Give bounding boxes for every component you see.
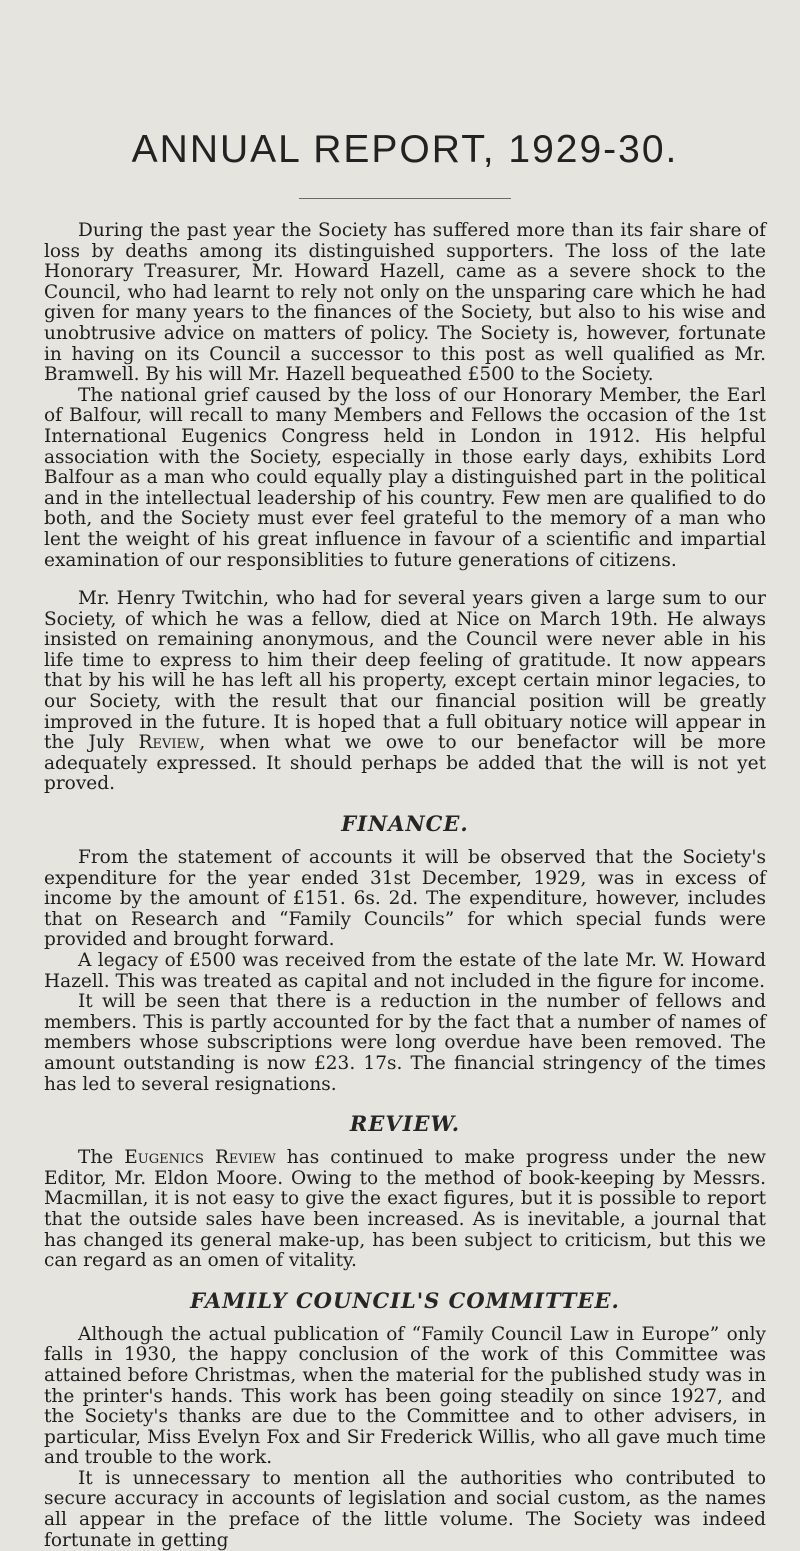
paragraph: The national grief caused by the loss of our Honorary Member, the Earl of Balfour, will recall to many Members and Fellows the occasion of the 1st International Eugenics Congress held in London in 1912. His helpful association with the Society, especially in those early days, exhibits Lord Balfour as a man who could equally play a distinguished part in the political and in the intellectual leadership of his country. Few men are qualified to do both, and the Society must ever feel grateful to the memory of a man who lent the weight of his great influence in favour of a scientific and impartial examination of our responsiblities to future generations of citizens. bbox=[44, 384, 766, 571]
paragraph: From the statement of accounts it will be observed that the Society's expenditure for the year ended 31st December, 1929, was in excess of income by the amount of £151. 6s. 2d. The expenditure, however, includes that on Research and “Family Councils” for which special funds were provided and brought forward. bbox=[44, 847, 766, 951]
section-heading-finance: FINANCE. bbox=[341, 811, 469, 837]
paragraph: Although the actual publication of “Family Council Law in Europe” only falls in 1930, the happy conclusion of the work of this Committee was attained before Christmas, when the material for the published study was in the printer's hands. This work has been going steadily on since 1927, and the Society's thanks are due to the Committee and to other advisers, in particular, Miss Evelyn Fox and Sir Frederick Willis, who all gave much time and trouble to the work. bbox=[44, 1323, 766, 1469]
text-run: Mr. Henry Twitchin, who had for several years given a large sum to our Society, of which he was a fellow, died at Nice on March 19th. He always insisted on remaining anonymous, and the Council were never able in his life time to express to him their deep feeling of gratitude. It now appears that by his will he has left all his property, except certain minor legacies, to our Society, with the result that our financial position will be greatly improved in the future. It is hoped that a full obituary notice will appear in the July bbox=[44, 588, 766, 754]
journal-name: Eugenics Review bbox=[124, 1147, 276, 1169]
page-title: ANNUAL REPORT, 1929-30. bbox=[131, 128, 679, 171]
text-run: , when what we owe to our benefactor will be more adequately expressed. It should perhaps be added that the will is not yet proved. bbox=[44, 732, 766, 795]
section-heading-review: REVIEW. bbox=[349, 1111, 461, 1137]
paragraph: It will be seen that there is a reduction in the number of fellows and members. This is partly accounted for by the fact that a number of names of members whose subscriptions were long overdue have been removed. The amount outstanding is now £23. 17s. The financial stringency of the times has led to several resignations. bbox=[44, 991, 766, 1095]
title-rule bbox=[299, 198, 511, 199]
text-run: has continued to make progress under the new Editor, Mr. Eldon Moore. Owing to the method of book-keeping by Messrs. Macmillan, it is not easy to give the exact figures, but it is possible to report that the outside sales have been increased. As is inevitable, a journal that has changed its general make-up, has been subject to criticism, but this we can regard as an omen of vitality. bbox=[44, 1147, 767, 1272]
paragraph bbox=[44, 1148, 766, 1272]
paragraph: It is unnecessary to mention all the authorities who contributed to secure accuracy in accounts of legislation and social custom, as the names all appear in the preface of the little volume. The Society was indeed fortunate in getting bbox=[44, 1467, 766, 1551]
text-run: The bbox=[78, 1147, 125, 1169]
section-heading-family-council: FAMILY COUNCIL'S COMMITTEE. bbox=[190, 1287, 620, 1313]
paragraph: A legacy of £500 was received from the estate of the late Mr. W. Howard Hazell. This was treated as capital and not included in the figure for income. bbox=[44, 950, 766, 992]
paragraph bbox=[44, 589, 766, 795]
journal-name: Review bbox=[138, 732, 200, 754]
paragraph: During the past year the Society has suffered more than its fair share of loss by deaths among its distinguished supporters. The loss of the late Honorary Treasurer, Mr. Howard Hazell, came as a severe shock to the Council, who had learnt to rely not only on the unsparing care which he had given for many years to the finances of the Society, but also to his wise and unobtrusive advice on matters of policy. The Society is, however, fortunate in having on its Council a successor to this post as well qualified as Mr. Bramwell. By his will Mr. Hazell bequeathed £500 to the Society. bbox=[44, 220, 766, 386]
